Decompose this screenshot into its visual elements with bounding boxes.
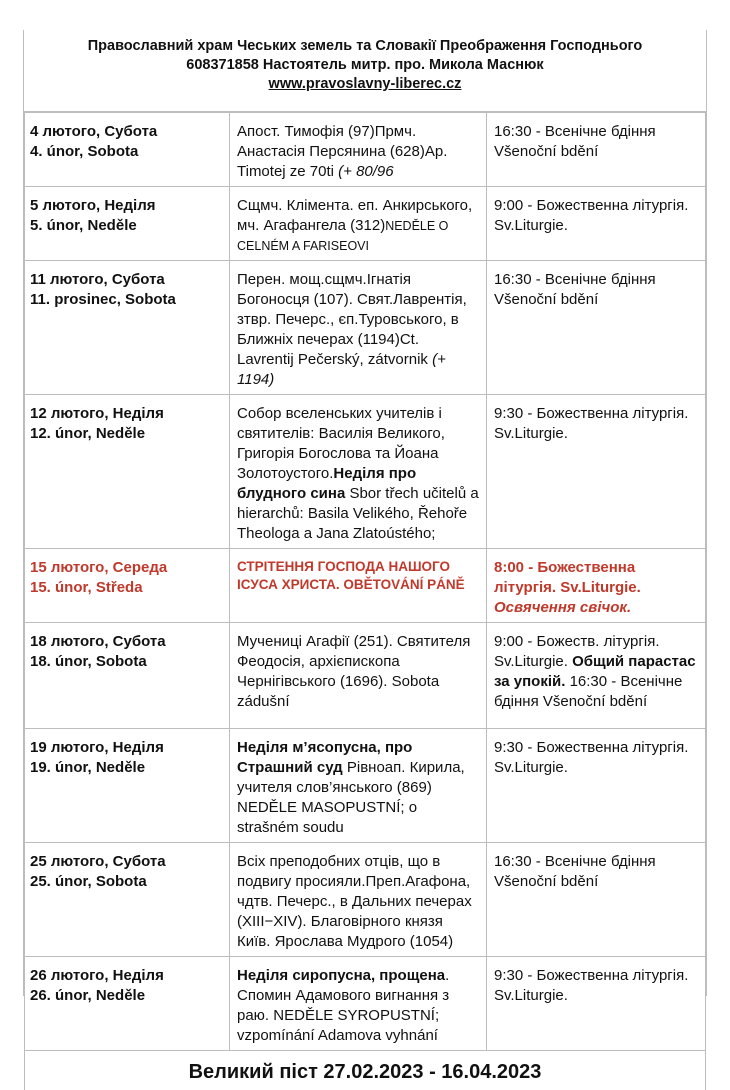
table-row [25, 623, 706, 729]
lent-footer-row [25, 1051, 706, 1090]
service-cell: 9:00 - Божеств. літургія. Sv.Liturgie. Общий парастас за упокій. 16:30 - Всенічне бдіння Všenoční bdění [487, 623, 706, 729]
table-row [25, 395, 706, 549]
service-cell: 16:30 - Всенічне бдіння Všenoční bdění [487, 843, 706, 957]
service-cell: 8:00 - Божественна літургія. Sv.Liturgie. Освячення свічок. [487, 549, 706, 623]
description-cell: Сщмч. Клімента. еп. Анкирського, мч. Агафангела (312)NEDĚLE O CELNÉM A FARISEOVI [230, 187, 487, 261]
table-row [25, 549, 706, 623]
date-cell: 25 лютого, Субота 25. únor, Sobota [25, 843, 230, 957]
schedule-table [24, 112, 706, 1090]
service-cell: 9:30 - Божественна літургія. Sv.Liturgie. [487, 957, 706, 1051]
description-cell: Апост. Тимофія (97)Прмч. Анастасія Персянина (628)Ар. Timotej ze 70ti (+ 80/96 [230, 113, 487, 187]
service-cell: 16:30 - Всенічне бдіння Všenoční bdění [487, 261, 706, 395]
description-cell: Собор вселенських учителів і святителів: Василія Великого, Григорія Богослова та Йоана Золотоустого.Неділя про блудного сина Sbor třech učitelů a hierarchů: Basila Velikého, Řehoře Theologa a Jana Zlatoústého; [230, 395, 487, 549]
service-cell: 9:30 - Божественна літургія. Sv.Liturgie. [487, 395, 706, 549]
website-link[interactable]: www.pravoslavny-liberec.cz [269, 76, 462, 92]
table-row [25, 261, 706, 395]
description-cell: Перен. мощ.сщмч.Ігнатія Богоносця (107). Свят.Лаврентія, зтвр. Печерс., єп.Туровського, в Ближніх печерах (1194)Ct. Lavrentij Pečerský, zátvornik (+ 1194) [230, 261, 487, 395]
table-row [25, 729, 706, 843]
table-row [25, 113, 706, 187]
page-header [24, 30, 706, 112]
description-cell: Всіх преподобних отців, що в подвигу просияли.Преп.Агафона, чдтв. Печерс., в Дальних печерах (XIII−XIV). Благовірного князя Київ. Ярослава Мудрого (1054) [230, 843, 487, 957]
date-cell: 19 лютого, Неділя 19. únor, Neděle [25, 729, 230, 843]
service-cell: 9:30 - Божественна літургія. Sv.Liturgie. [487, 729, 706, 843]
description-cell: Мучениці Агафії (251). Святителя Феодосія, архієпископа Чернігівського (1696). Sobota zádušní [230, 623, 487, 729]
date-cell: 15 лютого, Середа 15. únor, Středa [25, 549, 230, 623]
date-cell: 5 лютого, Неділя 5. únor, Neděle [25, 187, 230, 261]
service-cell: 16:30 - Всенічне бдіння Všenoční bdění [487, 113, 706, 187]
service-cell: 9:00 - Божественна літургія. Sv.Liturgie. [487, 187, 706, 261]
description-cell: Неділя м’ясопусна, про Страшний суд Рівноап. Кирила, учителя слов’янського (869) NEDĚLE MASOPUSTNÍ; o strašném soudu [230, 729, 487, 843]
date-cell: 18 лютого, Субота 18. únor, Sobota [25, 623, 230, 729]
table-row [25, 843, 706, 957]
description-cell: Неділя сиропусна, прощена. Спомин Адамового вигнання з раю. NEDĚLE SYROPUSTNÍ; vzpomínání Adamova vyhnání [230, 957, 487, 1051]
lent-dates: Великий піст 27.02.2023 - 16.04.2023 [25, 1051, 706, 1090]
date-cell: 11 лютого, Субота 11. prosinec, Sobota [25, 261, 230, 395]
date-cell: 4 лютого, Субота 4. únor, Sobota [25, 113, 230, 187]
table-row [25, 187, 706, 261]
church-name: Православний храм Чеських земель та Словакії Преображення Господнього [24, 37, 706, 56]
date-cell: 12 лютого, Неділя 12. únor, Neděle [25, 395, 230, 549]
table-row [25, 957, 706, 1051]
schedule-sheet [23, 30, 707, 996]
description-cell: СТРІТЕННЯ ГОСПОДА НАШОГО ІСУСА ХРИСТА. OBĚTOVÁNÍ PÁNĚ [230, 549, 487, 623]
date-cell: 26 лютого, Неділя 26. únor, Neděle [25, 957, 230, 1051]
contact-line: 608371858 Настоятель митр. про. Микола Маснюк [24, 56, 706, 75]
